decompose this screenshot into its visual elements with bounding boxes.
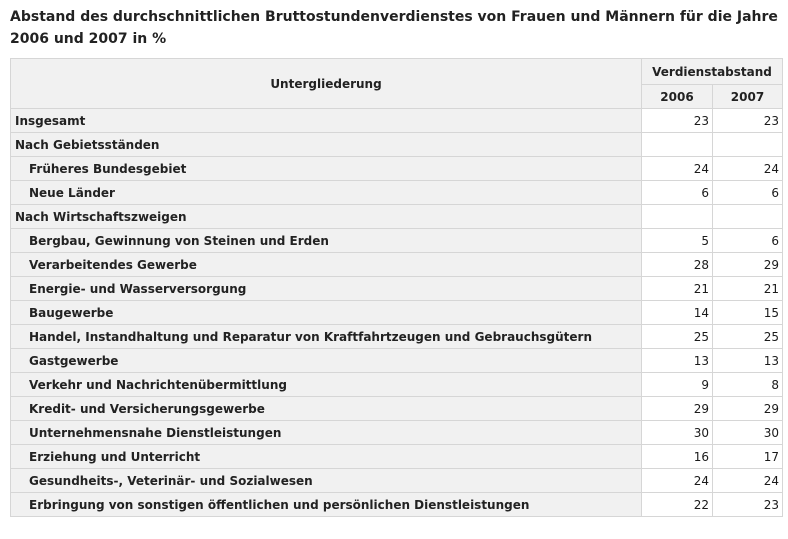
value-2007: 23	[713, 109, 783, 133]
table-row	[11, 253, 783, 277]
value-2007: 25	[713, 325, 783, 349]
value-2007: 6	[713, 229, 783, 253]
table-row	[11, 301, 783, 325]
column-header-untergliederung: Untergliederung	[11, 59, 642, 109]
table-row	[11, 181, 783, 205]
value-2006: 24	[642, 157, 713, 181]
table-row	[11, 469, 783, 493]
table-row	[11, 445, 783, 469]
row-label: Verkehr und Nachrichtenübermittlung	[11, 373, 642, 397]
value-2006: 5	[642, 229, 713, 253]
row-label: Handel, Instandhaltung und Reparatur von Kraftfahrtzeugen und Gebrauchsgütern	[11, 325, 642, 349]
row-label: Erziehung und Unterricht	[11, 445, 642, 469]
value-2006: 29	[642, 397, 713, 421]
table-row	[11, 157, 783, 181]
value-2006: 30	[642, 421, 713, 445]
row-section-label: Nach Wirtschaftszweigen	[11, 205, 642, 229]
row-label: Gesundheits-, Veterinär- und Sozialwesen	[11, 469, 642, 493]
value-2007: 21	[713, 277, 783, 301]
table-row	[11, 373, 783, 397]
column-header-year-2007: 2007	[713, 85, 783, 109]
table-row	[11, 349, 783, 373]
value-2006: 16	[642, 445, 713, 469]
row-label: Bergbau, Gewinnung von Steinen und Erden	[11, 229, 642, 253]
row-section-label: Nach Gebietsständen	[11, 133, 642, 157]
row-label: Neue Länder	[11, 181, 642, 205]
row-label: Früheres Bundesgebiet	[11, 157, 642, 181]
value-2006: 21	[642, 277, 713, 301]
row-section-label: Insgesamt	[11, 109, 642, 133]
table-row	[11, 493, 783, 517]
row-label: Erbringung von sonstigen öffentlichen und persönlichen Dienstleistungen	[11, 493, 642, 517]
value-2006: 6	[642, 181, 713, 205]
value-2007: 23	[713, 493, 783, 517]
table-row	[11, 397, 783, 421]
table-row	[11, 109, 783, 133]
value-2006: 9	[642, 373, 713, 397]
table-row	[11, 325, 783, 349]
value-2006: 14	[642, 301, 713, 325]
value-2007: 17	[713, 445, 783, 469]
table-row	[11, 277, 783, 301]
row-label: Energie- und Wasserversorgung	[11, 277, 642, 301]
value-2007: 6	[713, 181, 783, 205]
table-row	[11, 421, 783, 445]
column-header-year-2006: 2006	[642, 85, 713, 109]
value-2007: 8	[713, 373, 783, 397]
table-header-row	[11, 59, 783, 85]
value-2006: 23	[642, 109, 713, 133]
value-2006: 13	[642, 349, 713, 373]
value-2006: 22	[642, 493, 713, 517]
row-label: Gastgewerbe	[11, 349, 642, 373]
row-label: Verarbeitendes Gewerbe	[11, 253, 642, 277]
value-2006: 24	[642, 469, 713, 493]
value-2007: 29	[713, 397, 783, 421]
value-2006: 28	[642, 253, 713, 277]
table-row	[11, 205, 783, 229]
row-label: Baugewerbe	[11, 301, 642, 325]
value-2007: 13	[713, 349, 783, 373]
page-title: Abstand des durchschnittlichen Bruttostundenverdienstes von Frauen und Männern für die Jahre 2006 und 2007 in %	[10, 9, 778, 47]
value-2007	[713, 133, 783, 157]
value-2006	[642, 205, 713, 229]
table-row	[11, 229, 783, 253]
table-body	[11, 109, 783, 517]
value-2007: 29	[713, 253, 783, 277]
row-label: Unternehmensnahe Dienstleistungen	[11, 421, 642, 445]
column-group-header-verdienstabstand: Verdienstabstand	[642, 59, 783, 85]
value-2007: 30	[713, 421, 783, 445]
table-row	[11, 133, 783, 157]
value-2006	[642, 133, 713, 157]
value-2007: 24	[713, 157, 783, 181]
value-2006: 25	[642, 325, 713, 349]
value-2007: 15	[713, 301, 783, 325]
value-2007: 24	[713, 469, 783, 493]
data-table	[10, 58, 783, 517]
value-2007	[713, 205, 783, 229]
row-label: Kredit- und Versicherungsgewerbe	[11, 397, 642, 421]
